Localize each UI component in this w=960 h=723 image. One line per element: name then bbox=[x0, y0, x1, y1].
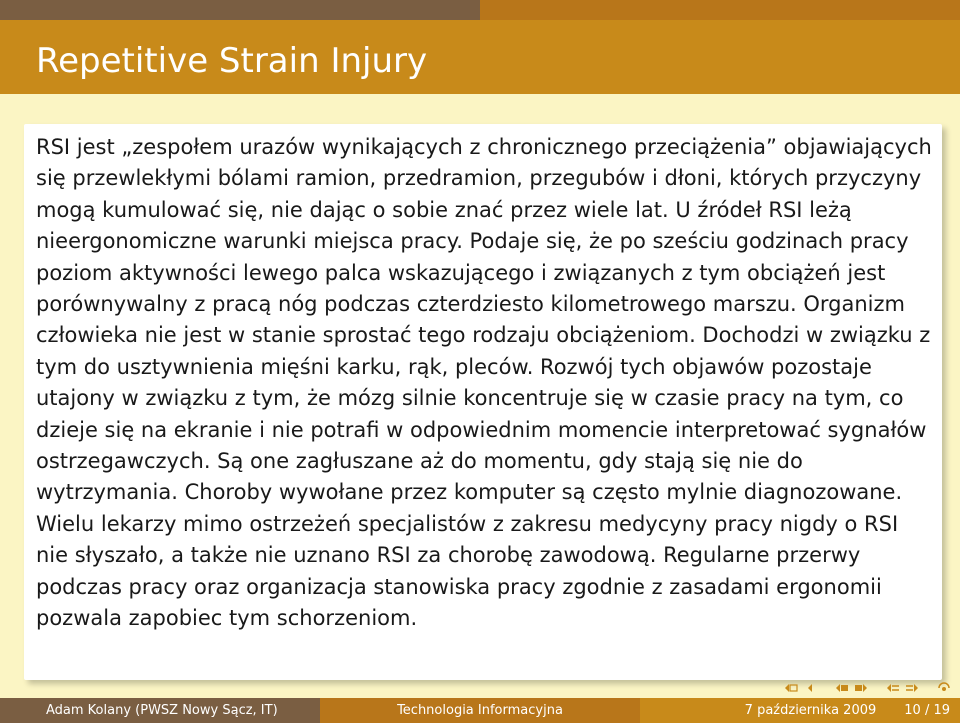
footer-course: Technologia Informacyjna bbox=[320, 698, 640, 723]
nav-prev-frame-icon[interactable] bbox=[802, 682, 818, 694]
footer-date: 7 października 2009 bbox=[744, 703, 877, 718]
nav-search-icon[interactable] bbox=[936, 682, 952, 694]
nav-first-icon[interactable] bbox=[783, 682, 799, 694]
nav-prev-section-icon[interactable] bbox=[885, 682, 901, 694]
top-bar-right-segment bbox=[480, 0, 960, 20]
nav-next-section-icon[interactable] bbox=[904, 682, 920, 694]
nav-next-subsection-icon[interactable] bbox=[853, 682, 869, 694]
footer-bar bbox=[0, 698, 960, 723]
footer-page-number: 10 / 19 bbox=[904, 703, 950, 718]
footer-date-page bbox=[640, 698, 960, 723]
title-bar bbox=[0, 20, 960, 94]
beamer-navigation-bar bbox=[600, 680, 952, 696]
slide-body-text: RSI jest „zespołem urazów wynikających z chronicznego przeciążenia” objawiających się przewlekłymi bólami ramion, przedramion, przegubów i dłoni, których przyczyny mogą kumulować się, nie dając o sobie znać przez wiele lat. U źródeł RSI leżą nieergonomiczne warunki miejsca pracy. Podaje się, że po sześciu godzinach pracy poziom aktywności lewego palca wskazującego i związanych z tym obciążeń jest porównywalny z pracą nóg podczas czterdziesto kilometrowego marszu. Organizm człowieka nie jest w stanie sprostać tego rodzaju obciążeniom. Dochodzi w związku z tym do usztywnienia mięśni karku, rąk, pleców. Rozwój tych objawów pozostaje utajony w związku z tym, że mózg silnie koncentruje się w czasie pracy na tym, co dzieje się na ekranie i nie potrafi w odpowiednim momencie interpretować sygnałów ostrzegawczych. Są one zagłuszane aż do momentu, gdy stają się nie do wytrzymania. Choroby wywołane przez komputer są często mylnie diagnozowane. Wielu lekarzy mimo ostrzeżeń specjalistów z zakresu medycyny pracy nigdy o RSI nie słyszało, a także nie uznano RSI za chorobę zawodową. Regularne przerwy podczas pracy oraz organizacja stanowiska pracy zgodnie z zasadami ergonomii pozwala zapobiec tym schorzeniom. bbox=[36, 135, 932, 631]
footer-author: Adam Kolany (PWSZ Nowy Sącz, IT) bbox=[0, 698, 320, 723]
top-bar-left-segment bbox=[0, 0, 480, 20]
top-progress-bar bbox=[0, 0, 960, 20]
slide-title: Repetitive Strain Injury bbox=[36, 41, 428, 81]
nav-prev-subsection-icon[interactable] bbox=[834, 682, 850, 694]
